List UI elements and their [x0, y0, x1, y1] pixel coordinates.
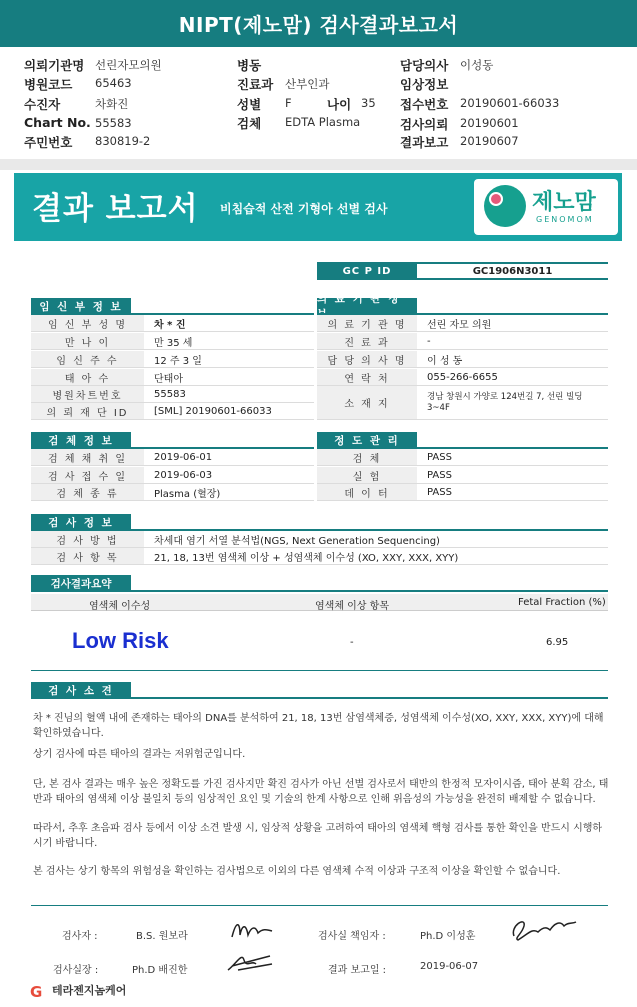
- label-age: 나이: [327, 97, 352, 112]
- row-key: 검 체: [317, 449, 417, 465]
- address-value: 경남 창원시 가양로 124번길 7, 선린 빌딩 3~4F: [427, 391, 583, 413]
- row-key: 검 사 항 목: [31, 548, 144, 564]
- section-findings-header: 검 사 소 견: [31, 682, 131, 698]
- label-hospital-code: 병원코드: [24, 77, 73, 92]
- finding-paragraph: 단, 본 검사 결과는 매우 높은 정확도를 가진 검사지만 확진 검사가 아닌 선별 검사로서 태반의 한정적 모자이시즘, 태아 분획 감소, 태반과 태아의 염색체 이상 불일치 등의 임상적인 요인 및 기술의 한계 사항으로 인해 위음성의 가능성을 완전히 배제할 수 없습니다.: [33, 779, 609, 805]
- fetal-fraction-value: 6.95: [546, 637, 569, 648]
- baby-dot-icon: [489, 192, 503, 206]
- logo-subtext: GENOMOM: [536, 215, 594, 224]
- row-key: 병원차트번호: [31, 386, 144, 402]
- row-key: 의 뢰 재 단 ID: [31, 403, 144, 419]
- label-chart-no: Chart No.: [24, 115, 91, 130]
- row-value: 2019-06-03: [154, 469, 213, 481]
- row-value: 12 주 3 일: [154, 355, 202, 367]
- label-resident-no: 주민번호: [24, 135, 73, 150]
- value-chart-no: 55583: [95, 116, 132, 130]
- gcp-id-row: [317, 262, 608, 280]
- section-specimen-header: 검 체 정 보: [31, 432, 131, 448]
- finding-paragraph: 차 * 진님의 혈액 내에 존재하는 태아의 DNA를 분석하여 21, 18, 13번 삼염색체증, 성염색체 이수성(XO, XXY, XXX, XYY)에 대해 확인하였습니다.: [33, 713, 604, 739]
- row-value: 2019-06-01: [154, 451, 213, 463]
- label-sex: 성별: [237, 97, 262, 112]
- label-institution: 의뢰기관명: [24, 58, 85, 73]
- section-test-header: 검 사 정 보: [31, 514, 131, 530]
- table-row: [317, 484, 608, 501]
- row-value: -: [427, 335, 431, 347]
- report-banner: [14, 173, 622, 241]
- lab-manager-name: Ph.D 이성훈: [420, 931, 476, 942]
- value-doctor: 이성동: [460, 58, 494, 72]
- table-row: [31, 351, 314, 368]
- value-report-date: 20190607: [460, 134, 519, 148]
- row-key: 임 신 부 성 명: [31, 315, 144, 331]
- value-specimen: EDTA Plasma: [285, 115, 361, 129]
- row-key: 임 신 주 수: [31, 351, 144, 367]
- row-key: 담 당 의 사 명: [317, 351, 417, 367]
- table-row: [317, 449, 608, 466]
- row-value: Plasma (혈장): [154, 488, 221, 500]
- table-row: [31, 531, 608, 548]
- row-key: 의 료 기 관 명: [317, 315, 417, 331]
- col-aneuploidy: 염색체 이수성: [89, 601, 151, 612]
- table-row: [31, 548, 608, 565]
- row-value: 차 * 진: [154, 319, 186, 331]
- row-key: 연 락 처: [317, 369, 417, 385]
- label-ward: 병동: [237, 58, 262, 73]
- label-report-date: 결과보고: [400, 135, 449, 150]
- report-date-label: 결과 보고일 :: [328, 965, 387, 976]
- label-request-date: 검사의뢰: [400, 117, 449, 132]
- abnormal-value: -: [350, 637, 354, 648]
- row-value: 선린 자모 의원: [427, 319, 492, 331]
- row-key: 태 아 수: [31, 369, 144, 385]
- report-title: NIPT(제노맘) 검사결과보고서: [0, 0, 637, 47]
- row-value: 단태아: [154, 373, 183, 385]
- gcp-id-value: GC1906N3011: [472, 265, 553, 277]
- table-row: [317, 333, 608, 350]
- label-clinical-info: 임상정보: [400, 77, 449, 92]
- table-row: [317, 315, 608, 332]
- finding-paragraph: 본 검사는 상기 항목의 위험성을 확인하는 검사법으로 이외의 다른 염색체 수적 이상과 구조적 이상을 확인할 수 없습니다.: [33, 866, 561, 877]
- row-value: 이 성 동: [427, 355, 463, 367]
- table-row: [31, 484, 314, 501]
- value-patient: 차화진: [95, 97, 129, 111]
- tester-name: B.S. 원보라: [136, 931, 188, 942]
- value-receipt-no: 20190601-66033: [460, 96, 560, 110]
- finding-paragraph: 상기 검사에 따른 태아의 결과는 저위험군입니다.: [33, 749, 246, 760]
- row-value: 만 35 세: [154, 337, 193, 349]
- lab-head-name: Ph.D 배진한: [132, 965, 188, 976]
- label-specimen: 검체: [237, 116, 262, 131]
- row-key: 소 재 지: [317, 386, 417, 419]
- table-row: [317, 351, 608, 368]
- value-institution: 선린자모의원: [95, 58, 162, 72]
- summary-divider: [31, 670, 608, 671]
- row-key: 검 체 종 류: [31, 484, 144, 500]
- value-department: 산부인과: [285, 77, 330, 91]
- table-row: [31, 315, 314, 332]
- table-row: [31, 386, 314, 403]
- gcp-id-label: GC P ID: [317, 264, 417, 278]
- value-age: 35: [361, 96, 376, 110]
- section-pregnant-header: 임 신 부 정 보: [31, 298, 131, 314]
- row-value: [SML] 20190601-66033: [154, 405, 272, 417]
- row-key: 만 나 이: [31, 333, 144, 349]
- section-institution-header: 의 료 기 관 정: [317, 298, 417, 314]
- row-key: 데 이 터: [317, 484, 417, 500]
- finding-paragraph: 따라서, 추후 초음파 검사 등에서 이상 소견 발생 시, 임상적 상황을 고려하여 태아의 염색체 핵형 검사를 통한 확인을 반드시 시행하시기 바랍니다.: [33, 823, 603, 849]
- value-sex: F: [285, 96, 292, 110]
- section-divider: [31, 590, 608, 592]
- section-divider: [31, 905, 608, 906]
- table-row: [31, 403, 314, 420]
- row-key: 실 험: [317, 467, 417, 483]
- col-abnormal: 염색체 이상 항목: [315, 601, 389, 612]
- logo-text: 제노맘: [532, 190, 596, 215]
- qc-status: PASS: [427, 486, 452, 498]
- mother-baby-icon: [484, 185, 526, 227]
- label-patient: 수진자: [24, 97, 61, 112]
- row-key: 진 료 과: [317, 333, 417, 349]
- value-hospital-code: 65463: [95, 76, 132, 90]
- genomom-logo: [474, 179, 618, 235]
- row-key: 검 사 접 수 일: [31, 467, 144, 483]
- col-fetal-fraction: Fetal Fraction (%): [518, 597, 606, 608]
- label-doctor: 담당의사: [400, 58, 449, 73]
- value-request-date: 20190601: [460, 116, 519, 130]
- value-resident-no: 830819-2: [95, 134, 151, 148]
- risk-result: Low Risk: [72, 628, 169, 653]
- section-divider: [31, 697, 608, 699]
- table-row: [31, 449, 314, 466]
- header-info: [0, 47, 637, 159]
- qc-status: PASS: [427, 469, 452, 481]
- company-name: 테라젠지놈케어: [52, 984, 127, 997]
- table-row: [31, 467, 314, 484]
- lab-head-label: 검사실장 :: [53, 965, 99, 976]
- table-row: [317, 386, 608, 420]
- theragen-icon: G: [30, 983, 43, 1001]
- table-row: [31, 333, 314, 350]
- table-row: [31, 369, 314, 386]
- separator: [0, 159, 637, 170]
- report-body: [0, 170, 637, 1007]
- lab-manager-signature: [508, 910, 580, 946]
- row-value: 21, 18, 13번 염색체 이상 + 성염색체 이수성 (XO, XXY, XXX, XYY): [154, 552, 459, 564]
- table-row: [317, 467, 608, 484]
- lab-head-signature: [222, 946, 278, 976]
- label-department: 진료과: [237, 77, 274, 92]
- banner-title: 결과 보고서: [32, 191, 199, 227]
- table-row: [317, 369, 608, 386]
- section-summary-header: 검사결과요약: [31, 575, 131, 591]
- banner-subtitle: 비침습적 산전 기형아 선별 검사: [220, 202, 388, 216]
- qc-status: PASS: [427, 451, 452, 463]
- tester-signature: [228, 915, 278, 945]
- lab-manager-label: 검사실 책임자 :: [318, 931, 386, 942]
- tester-label: 검사자 :: [62, 931, 98, 942]
- section-qc-header: 정 도 관 리: [317, 432, 417, 448]
- report-date-value: 2019-06-07: [420, 961, 479, 972]
- company-logo: [30, 982, 127, 1001]
- row-key: 검 체 채 취 일: [31, 449, 144, 465]
- row-value: 차세대 염기 서열 분석법(NGS, Next Generation Sequencing): [154, 535, 440, 547]
- row-value: 55583: [154, 388, 186, 400]
- label-receipt-no: 접수번호: [400, 97, 449, 112]
- row-key: 검 사 방 법: [31, 531, 144, 547]
- row-value: 055-266-6655: [427, 371, 498, 383]
- summary-columns: [31, 594, 608, 611]
